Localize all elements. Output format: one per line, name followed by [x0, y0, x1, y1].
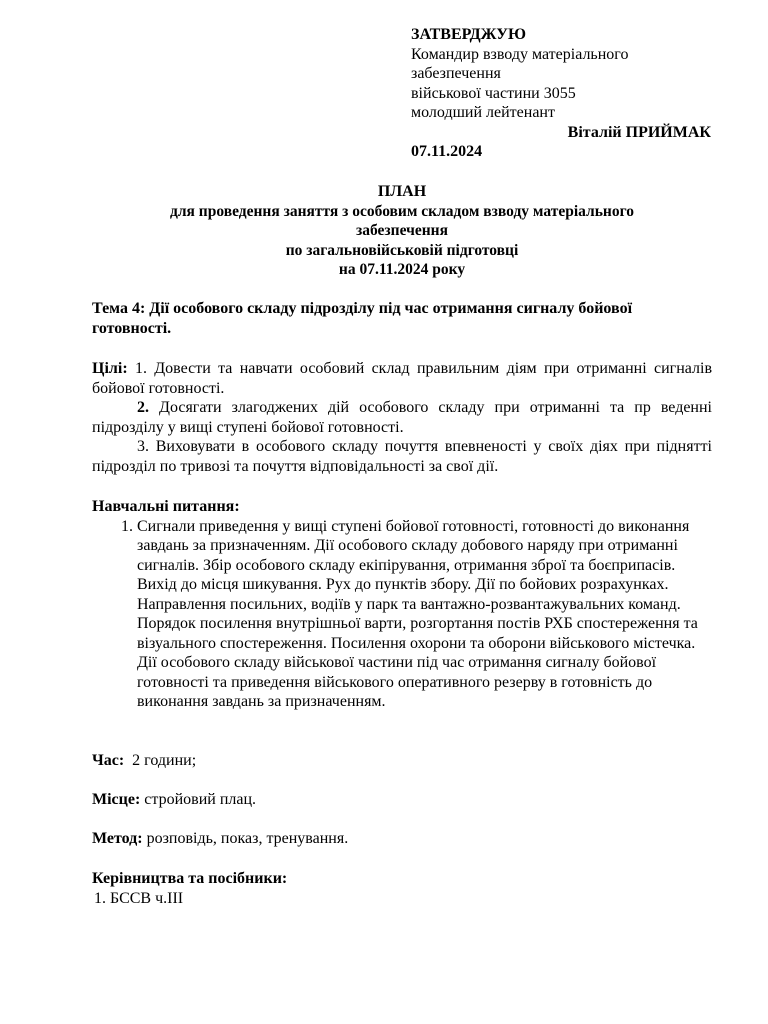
goal-item: [92, 359, 712, 398]
lesson-theme: Тема 4: Дії особового складу підрозділу під час отримання сигналу бойової готовності.: [92, 300, 633, 337]
title-date: на 07.11.2024 року: [338, 261, 466, 278]
title-line: забезпечення: [356, 222, 448, 239]
method-value: розповідь, показ, тренування.: [142, 830, 349, 847]
approval-line: Командир взводу матеріального: [411, 45, 629, 63]
goal-text: 1. Довести та навчати особовий склад правильним діям при отриманні сигналів бойової готовності.: [92, 360, 712, 397]
goals-label: Цілі:: [92, 360, 128, 377]
approval-line: військової частини 3055: [411, 84, 576, 102]
questions-section: [92, 497, 712, 712]
guides-label: Керівництва та посібники:: [92, 870, 288, 887]
title-line: по загальновійськовій підготовці: [285, 241, 519, 259]
title-line: для проведення заняття з особовим складом взводу матеріального: [169, 202, 634, 220]
time-label: Час:: [92, 752, 125, 769]
questions-label: Навчальні питання:: [92, 498, 240, 515]
approval-heading: ЗАТВЕРДЖУЮ: [411, 26, 527, 43]
approval-line: забезпечення: [411, 65, 501, 82]
method-field: [92, 829, 712, 849]
goal-item: [92, 398, 712, 437]
method-label: Метод:: [92, 830, 143, 847]
place-label: Місце:: [92, 791, 141, 808]
place-value: стройовий плац.: [140, 791, 257, 808]
approval-block: [411, 25, 711, 162]
document-title: [92, 182, 712, 280]
time-value: 2 години;: [124, 752, 197, 769]
approver-name: Віталій ПРИЙМАК: [567, 123, 711, 141]
approval-line: молодший лейтенант: [411, 104, 555, 121]
time-field: [92, 751, 712, 771]
questions-list: [92, 517, 712, 712]
plan-heading: ПЛАН: [377, 183, 427, 200]
list-item: 1. Сигнали приведення у вищі ступені бойової готовності, готовності до виконання завдань за призначенням. Дії особового складу добового наряду при отриманні сигналів. Збір особового складу екіпірування, отримання зброї та боєприпасів. Вихід до місця шикування. Рух до пунктів збору. Дії по бойових розрахунках. Направлення посильних, водіїв у парк та вантажно-розвантажувальних команд. Порядок посилення внутрішньої варти, розгортання постів РХБ спостереження та візуального спостереження. Посилення охорони та оборони військового містечка. Дії особового складу військової частини під час отримання сигналу бойової готовності та приведення військового оперативного резерву в готовність до виконання завдань за призначенням.: [137, 517, 712, 712]
guides-section: [92, 869, 712, 908]
goals-section: [92, 359, 712, 476]
goal-item: 3. Виховувати в особового складу почуття впевненості у своїх діях при піднятті підрозділ по тривозі та почуття відповідальності за свої дії.: [92, 438, 712, 475]
approval-date: 07.11.2024: [411, 143, 483, 160]
place-field: [92, 790, 712, 810]
list-item: 1. БССВ ч.ІІІ: [110, 889, 712, 909]
goal-number: 2.: [137, 399, 149, 416]
goal-text: Досягати злагоджених дій особового складу при отриманні та пр веденні підрозділу у вищі ступені бойової готовності.: [92, 399, 712, 436]
guides-list: [92, 889, 712, 909]
